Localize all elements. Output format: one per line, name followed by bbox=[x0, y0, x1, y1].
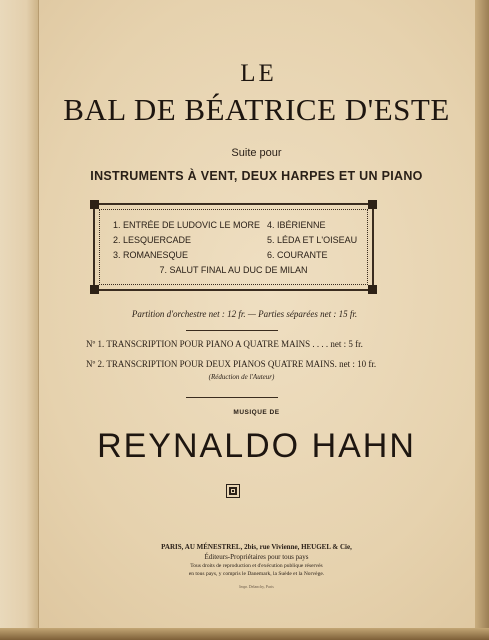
paper-edge-bottom bbox=[0, 628, 489, 640]
printer-credit: Impr. Delanchy, Paris bbox=[239, 584, 274, 589]
instrumentation: INSTRUMENTS À VENT, DEUX HARPES ET UN PIANO bbox=[90, 169, 423, 183]
price-line: Partition d'orchestre net : 12 fr. — Parties séparées net : 15 fr. bbox=[131, 309, 358, 319]
corner-ornament-icon bbox=[368, 200, 377, 209]
movement-item: 2. LESQUERCADE bbox=[113, 235, 192, 245]
movement-item: 4. IBÉRIENNE bbox=[267, 220, 326, 230]
main-title: BAL DE BÉATRICE D'ESTE bbox=[63, 92, 450, 127]
movement-item: 7. SALUT FINAL AU DUC DE MILAN bbox=[159, 265, 308, 275]
title-article: LE bbox=[240, 60, 277, 87]
composer-name: REYNALDO HAHN bbox=[97, 427, 416, 465]
movement-item: 5. LÉDA ET L'OISEAU bbox=[267, 235, 358, 245]
publisher-address: PARIS, AU MÉNESTREL, 2bis, rue Vivienne, HEUGEL & Cie, bbox=[161, 543, 352, 551]
publisher-role: Éditeurs-Propriétaires pour tous pays bbox=[204, 553, 309, 561]
movements-frame bbox=[93, 203, 374, 291]
transcription-item: Nº 1. TRANSCRIPTION POUR PIANO A QUATRE MAINS . . . . net : 5 fr. bbox=[86, 339, 363, 349]
divider bbox=[186, 397, 278, 398]
corner-ornament-icon bbox=[368, 285, 377, 294]
publisher-emblem-icon bbox=[226, 484, 240, 498]
rights-notice: Tous droits de reproduction et d'exécution publique réservés bbox=[190, 563, 323, 569]
transcription-item: Nº 2. TRANSCRIPTION POUR DEUX PIANOS QUATRE MAINS. net : 10 fr. bbox=[86, 359, 377, 369]
divider bbox=[186, 330, 278, 331]
corner-ornament-icon bbox=[90, 285, 99, 294]
suite-label: Suite pour bbox=[231, 147, 282, 159]
movement-item: 1. ENTRÉE DE LUDOVIC LE MORE bbox=[113, 220, 261, 230]
movement-item: 3. ROMANESQUE bbox=[113, 250, 189, 260]
composer-label: MUSIQUE DE bbox=[233, 409, 280, 416]
reduction-note: (Réduction de l'Auteur) bbox=[208, 373, 275, 381]
rights-notice-countries: en tous pays, y compris le Danemark, la Suède et la Norvège. bbox=[188, 571, 325, 577]
movement-item: 6. COURANTE bbox=[267, 250, 328, 260]
corner-ornament-icon bbox=[90, 200, 99, 209]
